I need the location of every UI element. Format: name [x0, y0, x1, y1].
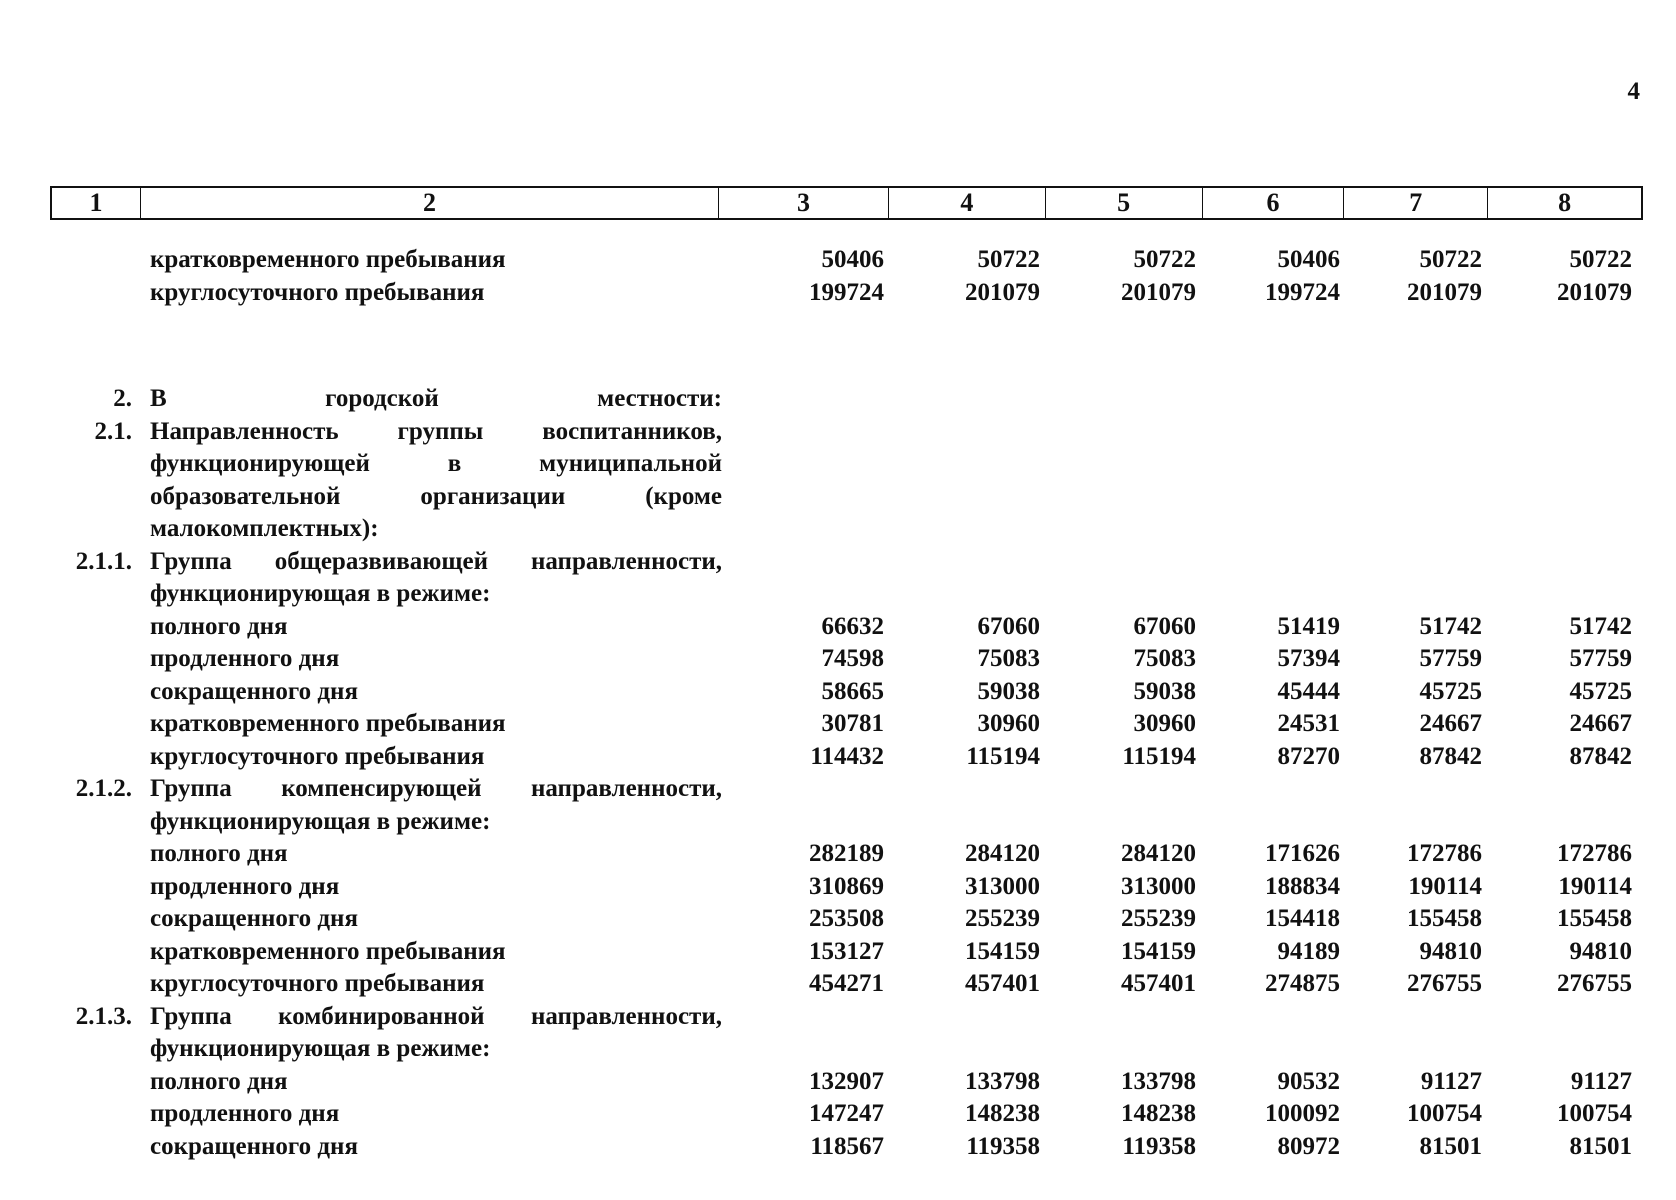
value-col-7: 51742 — [1419, 612, 1482, 640]
table-row — [0, 1098, 1676, 1131]
value-col-8: 100754 — [1557, 1100, 1632, 1127]
value-col-5: 457401 — [1121, 970, 1196, 997]
table-row — [0, 277, 1676, 310]
value-col-6: 90532 — [1277, 1067, 1340, 1095]
row-label: сокращенного дня — [150, 677, 358, 705]
value-col-7: 94810 — [1419, 937, 1482, 965]
table-row — [0, 546, 1676, 579]
value-col-8: 155458 — [1557, 905, 1632, 932]
value-col-5: 313000 — [1121, 872, 1196, 900]
row-number: 2.1. — [94, 417, 132, 445]
column-header-3: 3 — [719, 188, 889, 218]
row-label: Группа комбинированной направленности, — [150, 1002, 722, 1030]
value-col-5: 59038 — [1133, 677, 1196, 705]
value-col-7: 155458 — [1407, 905, 1482, 932]
table-row — [0, 1033, 1676, 1066]
table-row — [0, 416, 1676, 449]
table-row — [0, 448, 1676, 481]
row-label: образовательной организации (кроме — [150, 482, 722, 510]
value-col-3: 58665 — [821, 677, 884, 705]
value-col-7: 81501 — [1419, 1132, 1482, 1160]
value-col-4: 119358 — [966, 1132, 1040, 1160]
value-col-7: 276755 — [1407, 970, 1482, 997]
value-col-4: 148238 — [965, 1100, 1040, 1127]
value-col-3: 114432 — [810, 742, 884, 770]
value-col-4: 313000 — [965, 872, 1040, 900]
value-col-8: 172786 — [1557, 840, 1632, 867]
value-col-5: 284120 — [1121, 840, 1196, 867]
value-col-7: 91127 — [1420, 1067, 1482, 1095]
table-row — [0, 903, 1676, 936]
row-spacer — [0, 309, 1676, 383]
row-label: Группа общеразвивающей направленности, — [150, 547, 722, 575]
value-col-4: 115194 — [966, 742, 1040, 770]
table-row — [0, 513, 1676, 546]
row-label: продленного дня — [150, 872, 340, 900]
value-col-8: 45725 — [1569, 677, 1632, 705]
row-number: 2. — [113, 385, 132, 412]
row-label: функционирующая в режиме: — [150, 807, 491, 835]
column-header-8: 8 — [1558, 188, 1572, 217]
page-number: 4 — [1627, 78, 1640, 105]
table-row — [0, 611, 1676, 644]
column-header-1: 1 — [52, 188, 141, 218]
column-header-2: 2 — [141, 188, 719, 218]
value-col-4: 201079 — [965, 278, 1040, 306]
table-row — [0, 773, 1676, 806]
row-label: полного дня — [150, 1067, 288, 1095]
value-col-5: 67060 — [1133, 612, 1196, 640]
value-col-6: 94189 — [1277, 937, 1340, 965]
table-row — [0, 244, 1676, 277]
value-col-7: 201079 — [1407, 278, 1482, 306]
row-label: малокомплектных): — [150, 515, 379, 542]
value-col-6: 24531 — [1277, 710, 1340, 737]
column-header-5: 5 — [1046, 188, 1203, 218]
table-row — [0, 383, 1676, 416]
table-row — [0, 936, 1676, 969]
row-number: 2.1.1. — [75, 547, 132, 575]
value-col-4: 255239 — [965, 905, 1040, 932]
value-col-8: 81501 — [1569, 1132, 1632, 1160]
value-col-5: 115194 — [1122, 742, 1196, 770]
row-label: продленного дня — [150, 645, 340, 672]
value-col-8: 87842 — [1569, 742, 1632, 770]
row-label: кратковременного пребывания — [150, 937, 506, 965]
value-col-7: 100754 — [1407, 1100, 1482, 1127]
column-header-6: 6 — [1203, 188, 1345, 218]
value-col-5: 148238 — [1121, 1100, 1196, 1127]
table-row — [0, 806, 1676, 839]
row-label: продленного дня — [150, 1100, 340, 1127]
value-col-7: 87842 — [1419, 742, 1482, 770]
value-col-6: 171626 — [1265, 840, 1340, 867]
value-col-8: 57759 — [1569, 645, 1632, 672]
value-col-8: 91127 — [1570, 1067, 1632, 1095]
value-col-4: 67060 — [977, 612, 1040, 640]
row-label: полного дня — [150, 612, 288, 640]
value-col-7: 45725 — [1419, 677, 1482, 705]
value-col-8: 190114 — [1558, 872, 1632, 900]
row-label: функционирующей в муниципальной — [150, 450, 722, 477]
value-col-5: 50722 — [1133, 246, 1196, 273]
table-row — [0, 871, 1676, 904]
value-col-3: 454271 — [809, 970, 884, 997]
value-col-6: 50406 — [1277, 246, 1340, 273]
row-label: круглосуточного пребывания — [150, 970, 485, 997]
row-label: сокращенного дня — [150, 1132, 358, 1160]
value-col-3: 74598 — [821, 645, 884, 672]
row-number: 2.1.2. — [75, 775, 132, 802]
table-row — [0, 676, 1676, 709]
value-col-3: 147247 — [809, 1100, 884, 1127]
value-col-4: 50722 — [977, 246, 1040, 273]
value-col-3: 132907 — [809, 1067, 884, 1095]
value-col-5: 133798 — [1121, 1067, 1196, 1095]
table-row — [0, 1131, 1676, 1164]
value-col-4: 75083 — [977, 645, 1040, 672]
table-row — [0, 838, 1676, 871]
value-col-4: 30960 — [977, 710, 1040, 737]
value-col-5: 201079 — [1121, 278, 1196, 306]
value-col-7: 50722 — [1419, 246, 1482, 273]
value-col-6: 45444 — [1277, 677, 1340, 705]
value-col-7: 24667 — [1419, 710, 1482, 737]
value-col-6: 100092 — [1265, 1100, 1340, 1127]
row-label: В городской местности: — [150, 385, 722, 412]
value-col-4: 284120 — [965, 840, 1040, 867]
value-col-5: 255239 — [1121, 905, 1196, 932]
value-col-8: 24667 — [1569, 710, 1632, 737]
value-col-7: 57759 — [1419, 645, 1482, 672]
value-col-8: 51742 — [1569, 612, 1632, 640]
value-col-6: 57394 — [1277, 645, 1340, 672]
value-col-3: 50406 — [821, 246, 884, 273]
row-label: кратковременного пребывания — [150, 710, 506, 737]
row-label: функционирующая в режиме: — [150, 1035, 491, 1062]
table-row — [0, 968, 1676, 1001]
value-col-8: 201079 — [1557, 278, 1632, 306]
value-col-4: 59038 — [977, 677, 1040, 705]
value-col-8: 50722 — [1569, 246, 1632, 273]
table-row — [0, 578, 1676, 611]
row-label: сокращенного дня — [150, 905, 358, 932]
row-label: функционирующая в режиме: — [150, 580, 491, 607]
value-col-3: 30781 — [821, 710, 884, 737]
row-label: круглосуточного пребывания — [150, 278, 485, 306]
row-label: полного дня — [150, 840, 288, 867]
table-row — [0, 481, 1676, 514]
value-col-5: 119358 — [1122, 1132, 1196, 1160]
column-header-row — [50, 186, 1643, 220]
column-header-7: 7 — [1344, 188, 1488, 218]
table-body — [0, 244, 1676, 1163]
row-label: Группа компенсирующей направленности, — [150, 775, 722, 802]
row-label: круглосуточного пребывания — [150, 742, 485, 770]
value-col-3: 282189 — [809, 840, 884, 867]
value-col-3: 66632 — [821, 612, 884, 640]
value-col-7: 190114 — [1408, 872, 1482, 900]
value-col-6: 51419 — [1277, 612, 1340, 640]
column-header-4: 4 — [889, 188, 1046, 218]
value-col-5: 154159 — [1121, 937, 1196, 965]
value-col-8: 94810 — [1569, 937, 1632, 965]
value-col-3: 253508 — [809, 905, 884, 932]
value-col-4: 133798 — [965, 1067, 1040, 1095]
value-col-3: 153127 — [809, 937, 884, 965]
value-col-6: 274875 — [1265, 970, 1340, 997]
table-row — [0, 1066, 1676, 1099]
table-row — [0, 643, 1676, 676]
table-row — [0, 708, 1676, 741]
value-col-4: 154159 — [965, 937, 1040, 965]
value-col-5: 75083 — [1133, 645, 1196, 672]
value-col-6: 188834 — [1265, 872, 1340, 900]
value-col-6: 80972 — [1277, 1132, 1340, 1160]
value-col-5: 30960 — [1133, 710, 1196, 737]
table-row — [0, 741, 1676, 774]
row-number: 2.1.3. — [75, 1002, 132, 1030]
value-col-6: 199724 — [1265, 278, 1340, 306]
table-row — [0, 1001, 1676, 1034]
value-col-6: 87270 — [1277, 742, 1340, 770]
value-col-3: 310869 — [809, 872, 884, 900]
value-col-3: 118567 — [810, 1132, 884, 1160]
row-label: Направленность группы воспитанников, — [150, 417, 722, 445]
row-label: кратковременного пребывания — [150, 246, 506, 273]
value-col-4: 457401 — [965, 970, 1040, 997]
value-col-6: 154418 — [1265, 905, 1340, 932]
value-col-8: 276755 — [1557, 970, 1632, 997]
value-col-7: 172786 — [1407, 840, 1482, 867]
value-col-3: 199724 — [809, 278, 884, 306]
